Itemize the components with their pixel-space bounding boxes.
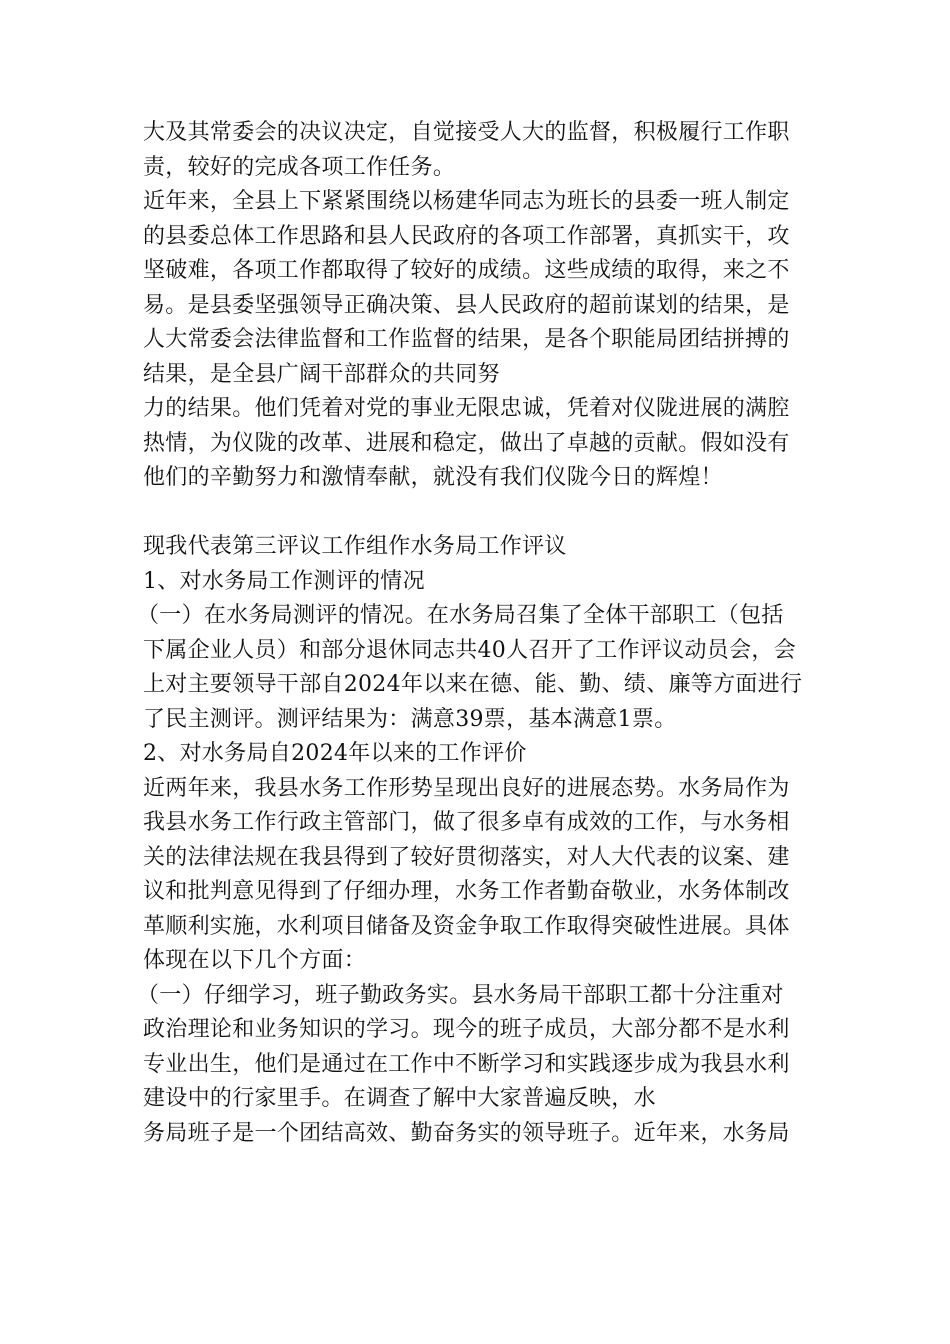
text-line: 他们的辛勤努力和激情奉献，就没有我们仪陇今日的辉煌！ <box>143 465 723 490</box>
text-line: 上对主要领导干部自2024年以来在德、能、勤、绩、廉等方面进行 <box>143 672 803 697</box>
text-line: 关的法律法规在我县得到了较好贯彻落实，对人大代表的议案、建 <box>143 844 790 870</box>
text-line: 大及其常委会的决议决定，自觉接受人大的监督，积极履行工作职 <box>143 120 790 145</box>
text-line: （一）仔细学习，班子勤政务实。县水务局干部职工都十分注重对 <box>137 982 784 1008</box>
text-line: 政治理论和业务知识的学习。现今的班子成员，大部分都不是水利 <box>143 1017 790 1042</box>
text-line: 近两年来，我县水务工作形势呈现出良好的进展态势。水务局作为 <box>143 775 790 801</box>
section-heading: 1、对水务局工作测评的情况 <box>143 568 425 594</box>
text-line: 力的结果。他们凭着对党的事业无限忠诚，凭着对仪陇进展的满腔 <box>143 396 790 421</box>
text-line: 责，较好的完成各项工作任务。 <box>143 154 456 180</box>
text-line: 议和批判意见得到了仔细办理，水务工作者勤奋敬业，水务体制改 <box>143 879 790 904</box>
text-line: 结果，是全县广阔干部群众的共同努 <box>143 361 500 387</box>
text-line: 务局班子是一个团结高效、勤奋务实的领导班子。近年来，水务局 <box>143 1120 790 1146</box>
section-heading: 2、对水务局自2024年以来的工作评价 <box>143 741 527 766</box>
text-line: 坚破难，各项工作都取得了较好的成绩。这些成绩的取得，来之不 <box>143 258 790 283</box>
text-line: 了民主测评。测评结果为：满意39票，基本满意1票。 <box>143 706 677 732</box>
text-line: 下属企业人员）和部分退休同志共40人召开了工作评议动员会，会 <box>143 637 796 663</box>
text-line: 易。是县委坚强领导正确决策、县人民政府的超前谋划的结果，是 <box>143 292 790 318</box>
text-line: 近年来，全县上下紧紧围绕以杨建华同志为班长的县委一班人制定 <box>143 189 790 214</box>
text-line: 我县水务工作行政主管部门，做了很多卓有成效的工作，与水务相 <box>143 810 790 835</box>
text-line: 体现在以下几个方面： <box>143 948 367 973</box>
section-heading: 现我代表第三评议工作组作水务局工作评议 <box>143 534 567 559</box>
text-line: 人大常委会法律监督和工作监督的结果，是各个职能局团结拼搏的 <box>143 327 790 352</box>
text-line: 专业出生，他们是通过在工作中不断学习和实践逐步成为我县水利 <box>143 1051 790 1077</box>
text-line: 革顺利实施，水利项目储备及资金争取工作取得突破性进展。具体 <box>143 913 790 939</box>
text-line: （一）在水务局测评的情况。在水务局召集了全体干部职工（包括 <box>137 603 784 628</box>
text-line: 建设中的行家里手。在调查了解中大家普遍反映，水 <box>143 1086 656 1111</box>
text-line: 热情，为仪陇的改革、进展和稳定，做出了卓越的贡献。假如没有 <box>143 430 790 456</box>
paragraph-gap <box>143 496 813 531</box>
document-body <box>137 116 813 1151</box>
text-line: 的县委总体工作思路和县人民政府的各项工作部署，真抓实干，攻 <box>143 223 790 249</box>
